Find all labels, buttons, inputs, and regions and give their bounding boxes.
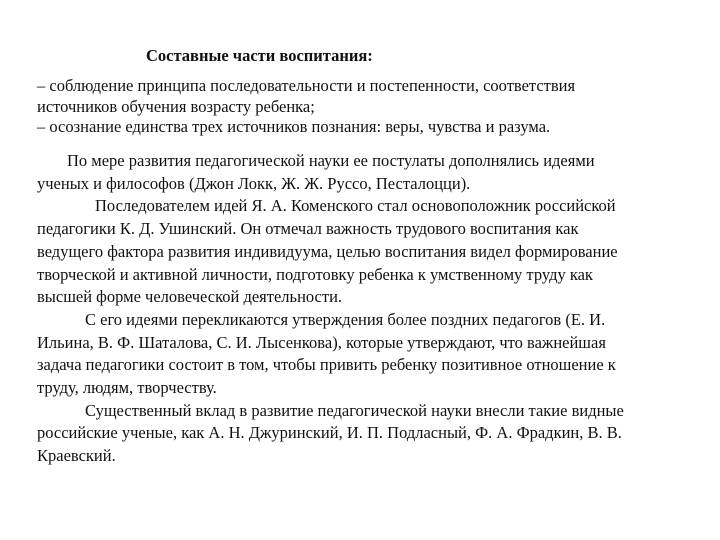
paragraph-line: Существенный вклад в развитие педагогической науки внесли такие видные bbox=[85, 400, 624, 420]
list-line: – осознание единства трех источников познания: веры, чувства и разума. bbox=[37, 117, 551, 136]
page-title: Составные части воспитания: bbox=[146, 46, 373, 65]
body-text bbox=[37, 150, 697, 468]
paragraph-line: ведущего фактора развития индивидуума, целью воспитания видел формирование bbox=[37, 241, 618, 261]
paragraph-line: Последователем идей Я. А. Коменского стал основоположник российской bbox=[95, 196, 616, 216]
paragraph-line: По мере развития педагогической науки ее постулаты дополнялись идеями bbox=[67, 151, 595, 170]
paragraph-line: высшей форме человеческой деятельности. bbox=[37, 287, 343, 307]
paragraph-line: Ильина, В. Ф. Шаталова, С. И. Лысенкова), которые утверждают, что важнейшая bbox=[37, 332, 606, 352]
paragraph-line: Краевский. bbox=[37, 446, 116, 466]
paragraph-line: творческой и активной личности, подготовку ребенка к умственному труду как bbox=[37, 264, 593, 284]
paragraph-line: задача педагогики состоит в том, чтобы привить ребенку позитивное отношение к bbox=[37, 355, 616, 375]
paragraph-line: педагогики К. Д. Ушинский. Он отмечал важность трудового воспитания как bbox=[37, 219, 579, 239]
list-line: – соблюдение принципа последовательности и постепенности, соответствия bbox=[37, 76, 576, 95]
paragraph-line: С его идеями перекликаются утверждения более поздних педагогов (Е. И. bbox=[85, 309, 606, 329]
list-line: источников обучения возрасту ребенка; bbox=[37, 96, 315, 116]
paragraph-line: труду, людям, творчеству. bbox=[37, 378, 217, 398]
paragraph-line: российские ученые, как А. Н. Джуринский, И. П. Подласный, Ф. А. Фрадкин, В. В. bbox=[37, 423, 622, 443]
paragraph-line: ученых и философов (Джон Локк, Ж. Ж. Руссо, Песталоцци). bbox=[37, 173, 471, 193]
components-list bbox=[37, 76, 697, 138]
